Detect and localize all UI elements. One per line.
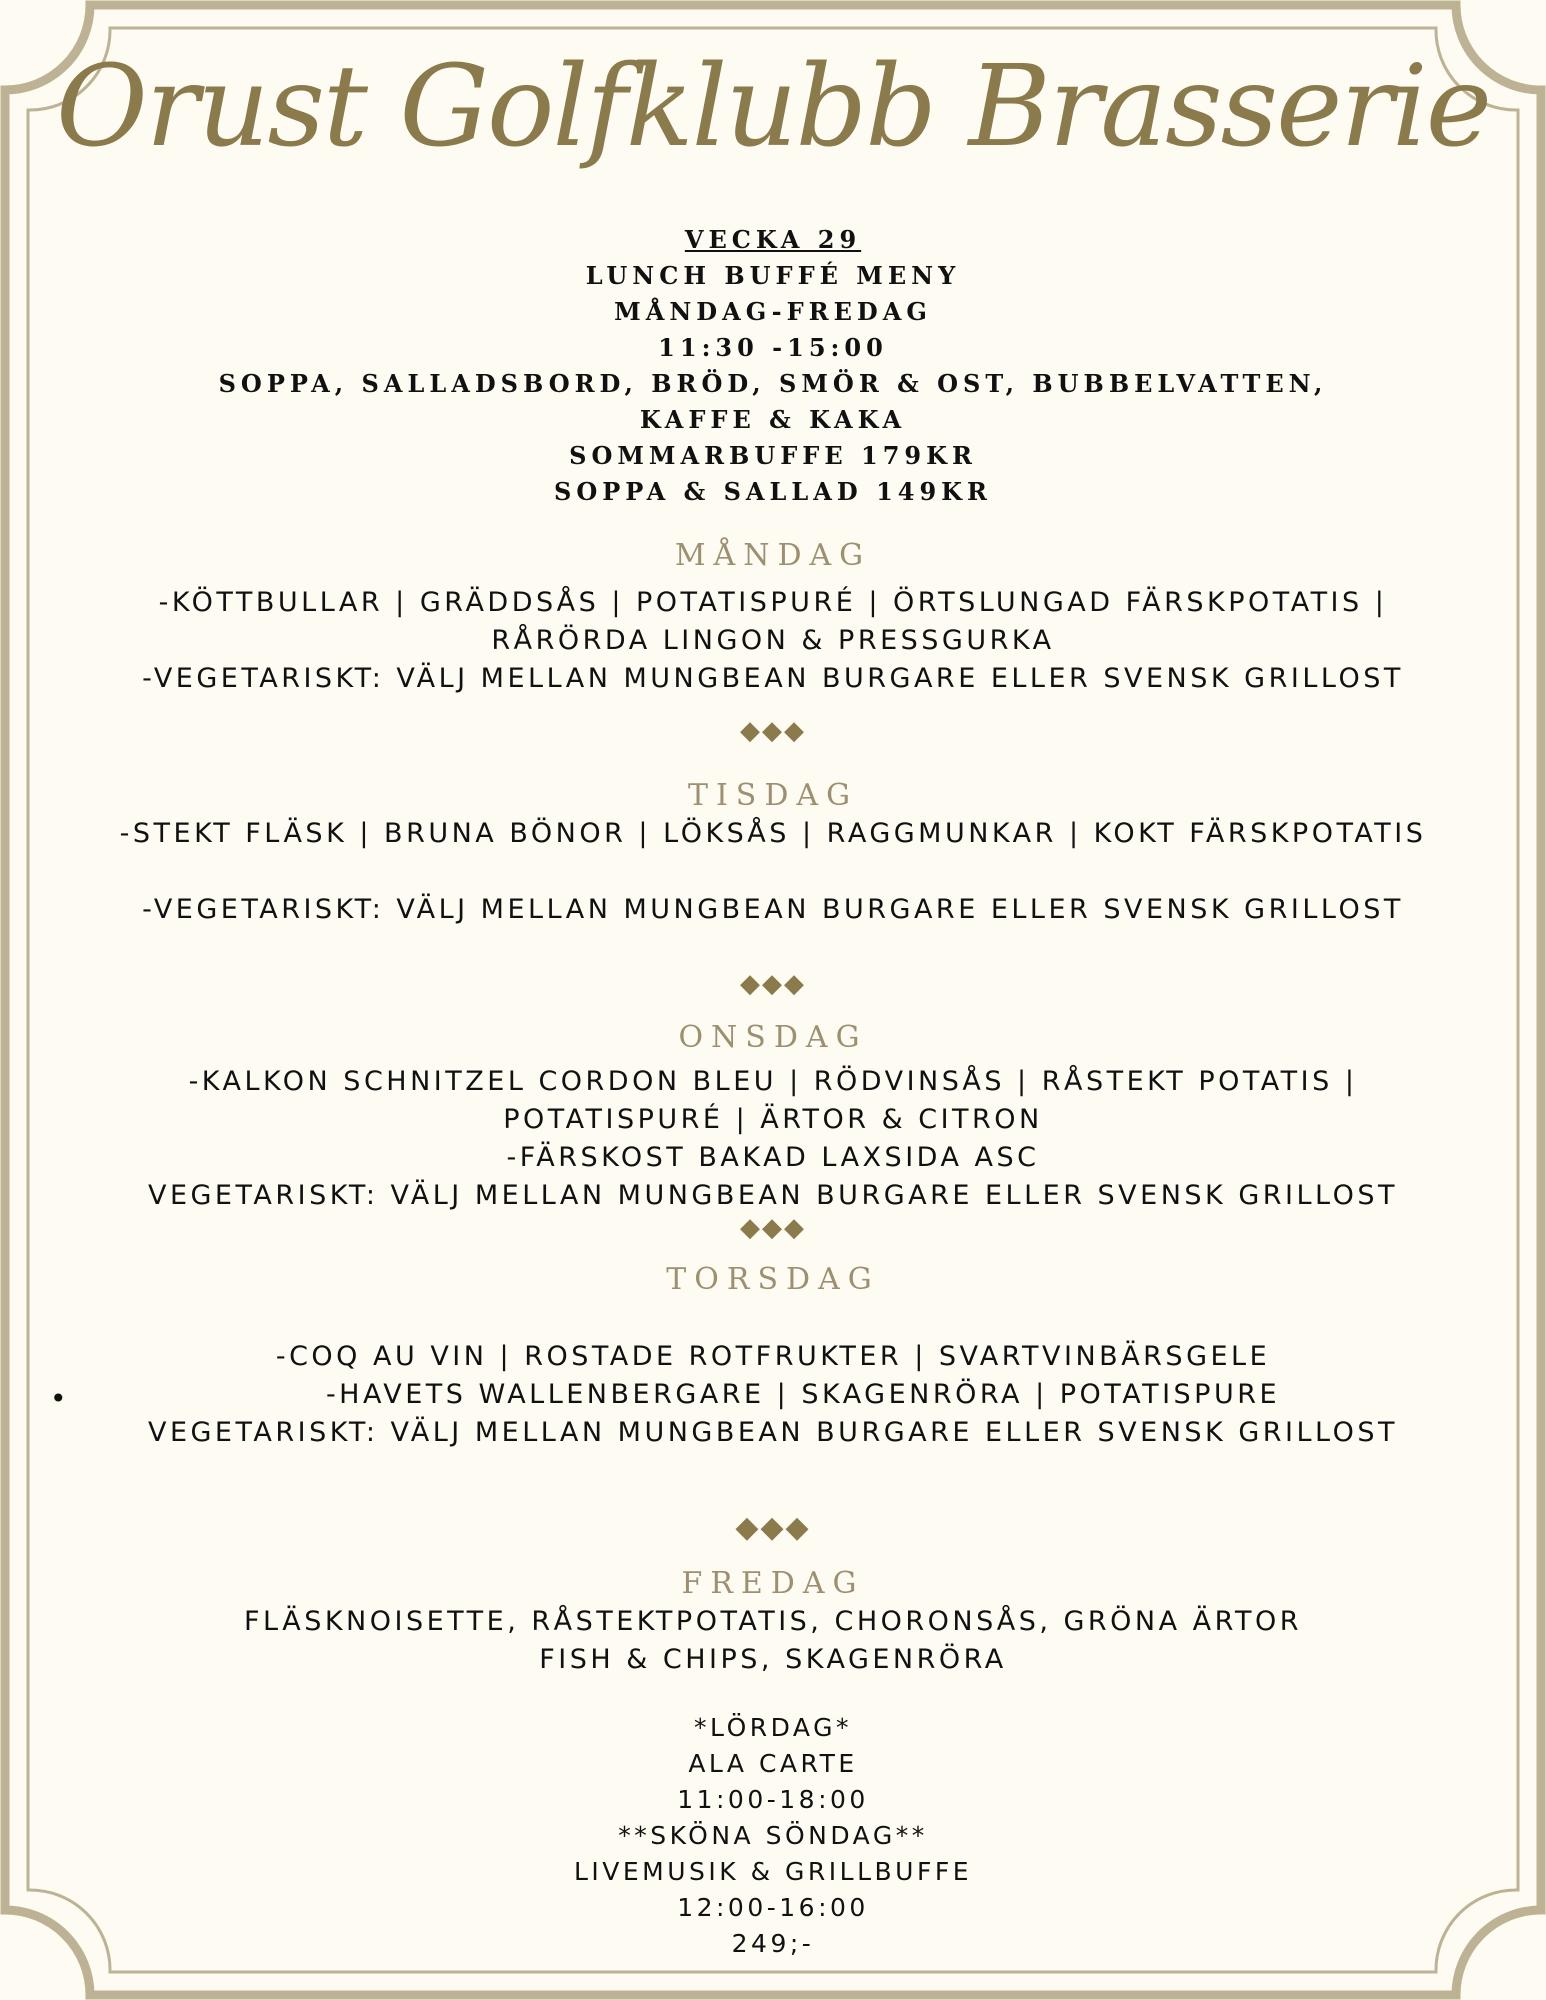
monday-menu [0,584,1546,698]
header-line: SOMMARBUFFE 179KR [569,441,977,470]
menu-line: -KALKON SCHNITZEL CORDON BLEU | RÖDVINSÅS | RÅSTEKT POTATIS | [188,1066,1358,1097]
day-heading-tuesday: TISDAG [687,778,859,813]
weekend-info [0,1710,1546,1962]
diamond-divider: ◆◆◆ [740,716,806,746]
header-line: LUNCH BUFFÉ MENY [585,261,961,290]
menu-line: FISH & CHIPS, SKAGENRÖRA [539,1644,1007,1675]
weekend-line: 249;- [731,1929,815,1958]
friday-menu [0,1603,1546,1679]
diamond-divider: ◆◆◆ [740,1213,806,1243]
weekend-line: 12:00-16:00 [677,1893,869,1922]
menu-line: -COQ AU VIN | ROSTADE ROTFRUKTER | SVARTVINBÄRSGELE [275,1341,1271,1372]
tuesday-menu [0,815,1546,929]
weekend-line: LIVEMUSIK & GRILLBUFFE [573,1857,973,1886]
week-label: VECKA 29 [684,225,862,254]
diamond-divider: ◆◆◆ [735,1510,811,1545]
menu-line: -FÄRSKOST BAKAD LAXSIDA ASC [506,1142,1040,1173]
page-title: Orust Golfklubb Brasserie [55,42,1491,172]
menu-line: VEGETARISKT: VÄLJ MELLAN MUNGBEAN BURGARE ELLER SVENSK GRILLOST [147,1180,1398,1211]
menu-line: -VEGETARISKT: VÄLJ MELLAN MUNGBEAN BURGARE ELLER SVENSK GRILLOST [142,894,1404,925]
header-line: MÅNDAG-FREDAG [614,297,932,326]
weekend-line: **SKÖNA SÖNDAG** [618,1821,928,1850]
menu-line: FLÄSKNOISETTE, RÅSTEKTPOTATIS, CHORONSÅS, GRÖNA ÄRTOR [244,1606,1302,1637]
day-heading-friday: FREDAG [681,1566,865,1601]
day-heading-wednesday: ONSDAG [678,1020,868,1055]
menu-line: -STEKT FLÄSK | BRUNA BÖNOR | LÖKSÅS | RAGGMUNKAR | KOKT FÄRSKPOTATIS [119,818,1427,849]
list-bullet: • [50,1382,67,1415]
menu-line: RÅRÖRDA LINGON & PRESSGURKA [491,625,1055,656]
header-line: KAFFE & KAKA [639,405,907,434]
header-line: SOPPA, SALLADSBORD, BRÖD, SMÖR & OST, BUBBELVATTEN, [218,369,1328,398]
menu-line: -HAVETS WALLENBERGARE | SKAGENRÖRA | POTATISPURE [325,1379,1281,1410]
menu-line: -KÖTTBULLAR | GRÄDDSÅS | POTATISPURÉ | ÖRTSLUNGAD FÄRSKPOTATIS | [158,587,1388,618]
weekend-line: *LÖRDAG* [694,1713,852,1742]
thursday-menu [0,1338,1546,1452]
day-heading-monday: MÅNDAG [674,538,872,573]
menu-line: -VEGETARISKT: VÄLJ MELLAN MUNGBEAN BURGARE ELLER SVENSK GRILLOST [142,663,1404,694]
weekend-line: ALA CARTE [688,1749,858,1778]
menu-line: POTATISPURÉ | ÄRTOR & CITRON [503,1104,1043,1135]
header-line: SOPPA & SALLAD 149KR [554,477,992,506]
menu-line: VEGETARISKT: VÄLJ MELLAN MUNGBEAN BURGARE ELLER SVENSK GRILLOST [147,1417,1398,1448]
day-heading-thursday: TORSDAG [666,1262,880,1297]
weekend-line: 11:00-18:00 [677,1785,869,1814]
wednesday-menu [0,1063,1546,1215]
header-line: 11:30 -15:00 [658,333,888,362]
menu-header [0,222,1546,510]
diamond-divider: ◆◆◆ [740,969,806,999]
